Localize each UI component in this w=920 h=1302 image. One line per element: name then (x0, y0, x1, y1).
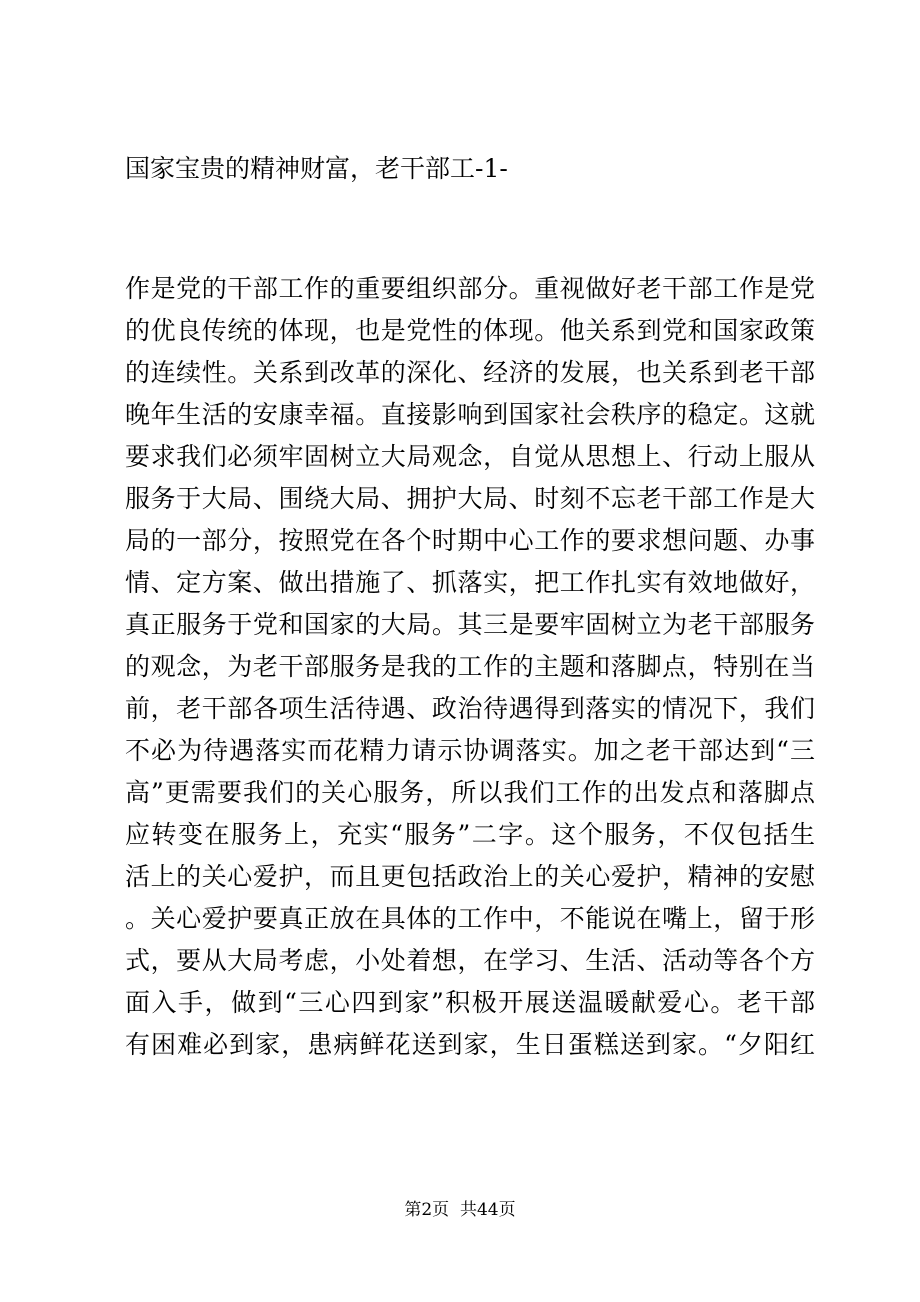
body-line: 情、定方案、做出措施了、抓落实，把工作扎实有效地做好， (125, 568, 815, 597)
page-number-footer: 第2页 共44页 (404, 1200, 516, 1220)
body-line: 式，要从大局考虑，小处着想，在学习、生活、活动等各个方 (125, 946, 815, 975)
body-line: 的优良传统的体现，也是党性的体现。他关系到党和国家政策 (125, 316, 815, 345)
body-line: 要求我们必须牢固树立大局观念，自觉从思想上、行动上服从 (125, 442, 815, 471)
body-line: 作是党的干部工作的重要组织部分。重视做好老干部工作是党 (125, 274, 815, 303)
body-line: 服务于大局、围绕大局、拥护大局、时刻不忘老干部工作是大 (125, 484, 815, 513)
body-line: 的连续性。关系到改革的深化、经济的发展，也关系到老干部 (125, 358, 815, 387)
body-line: 有困难必到家，患病鲜花送到家，生日蛋糕送到家。“夕阳红 (125, 1030, 815, 1059)
body-paragraph (125, 268, 815, 1066)
body-line: 局的一部分，按照党在各个时期中心工作的要求想问题、办事 (125, 526, 815, 555)
body-line: 不必为待遇落实而花精力请示协调落实。加之老干部达到“三 (125, 736, 815, 765)
body-line: 应转变在服务上，充实“服务”二字。这个服务，不仅包括生 (125, 820, 815, 849)
body-line: 真正服务于党和国家的大局。其三是要牢固树立为老干部服务 (125, 610, 815, 639)
body-line: 面入手，做到“三心四到家”积极开展送温暖献爱心。老干部 (125, 988, 815, 1017)
body-line: 晚年生活的安康幸福。直接影响到国家社会秩序的稳定。这就 (125, 400, 815, 429)
body-line: 。关心爱护要真正放在具体的工作中，不能说在嘴上，留于形 (125, 904, 815, 933)
body-line: 活上的关心爱护，而且更包括政治上的关心爱护，精神的安慰 (125, 862, 815, 891)
body-line: 的观念，为老干部服务是我的工作的主题和落脚点，特别在当 (125, 652, 815, 681)
body-line: 高”更需要我们的关心服务，所以我们工作的出发点和落脚点 (125, 778, 815, 807)
body-line: 前，老干部各项生活待遇、政治待遇得到落实的情况下，我们 (125, 694, 815, 723)
top-text-line: 国家宝贵的精神财富，老干部工-1- (125, 154, 508, 183)
